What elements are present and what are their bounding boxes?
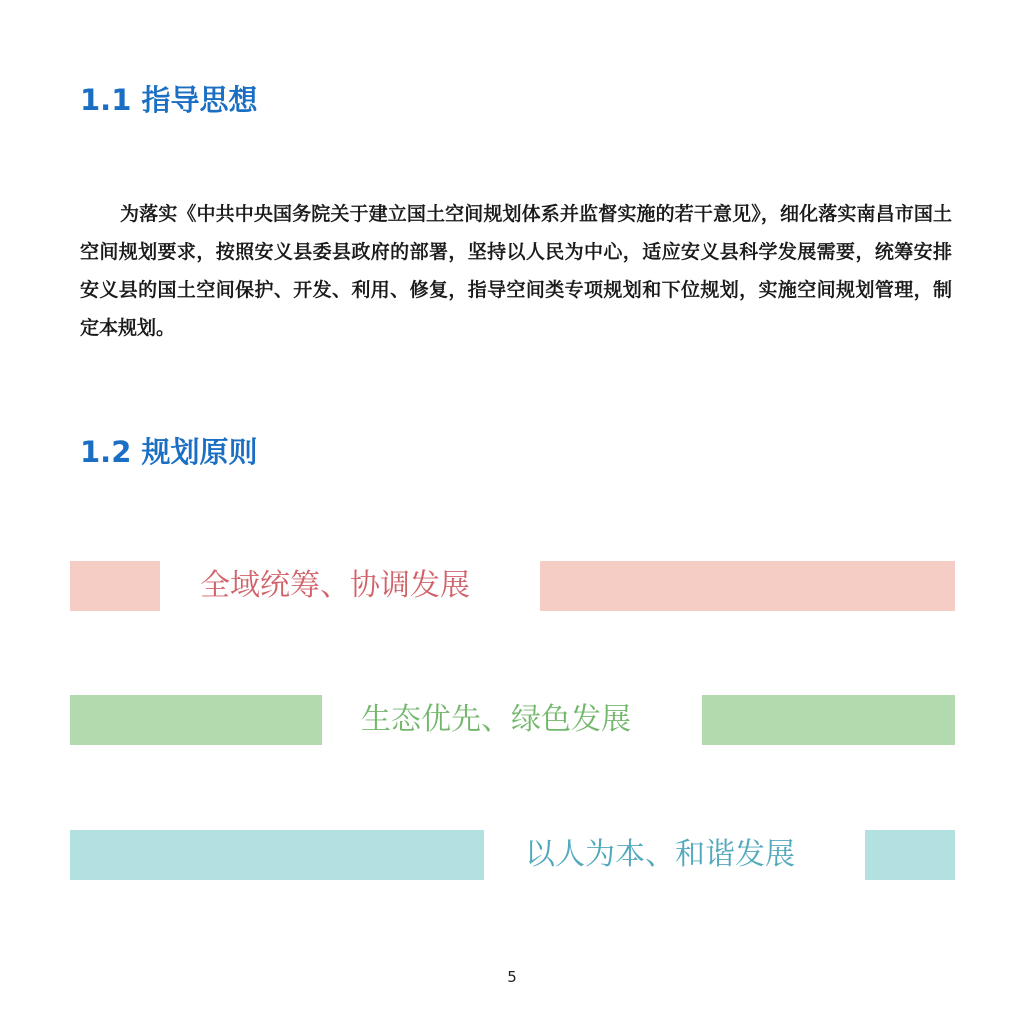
page-number: 5 (507, 968, 517, 986)
section-1-paragraph: 为落实《中共中央国务院关于建立国土空间规划体系并监督实施的若干意见》，细化落实南昌市国土空间规划要求，按照安义县委县政府的部署，坚持以人民为中心，适应安义县科学发展需要，统筹安排安义县的国土空间保护、开发、利用、修复，指导空间类专项规划和下位规划，实施空间规划管理，制定本规划。 (80, 203, 952, 339)
principle-bar-right (865, 830, 955, 880)
principle-bar-left (70, 830, 484, 880)
section-2-heading: 1.2 规划原则 (80, 435, 258, 469)
principle-label-2: 生态优先、绿色发展 (361, 702, 631, 737)
principle-bar-left (70, 695, 322, 745)
principle-band-1 (70, 561, 955, 611)
principle-band-3 (70, 830, 955, 880)
principle-bar-left (70, 561, 160, 611)
principle-bar-right (540, 561, 955, 611)
principle-bar-right (702, 695, 955, 745)
section-1-heading: 1.1 指导思想 (80, 83, 258, 117)
principle-label-3: 以人为本、和谐发展 (525, 837, 795, 872)
principle-label-1: 全域统筹、协调发展 (200, 568, 470, 603)
principle-band-2 (70, 695, 955, 745)
